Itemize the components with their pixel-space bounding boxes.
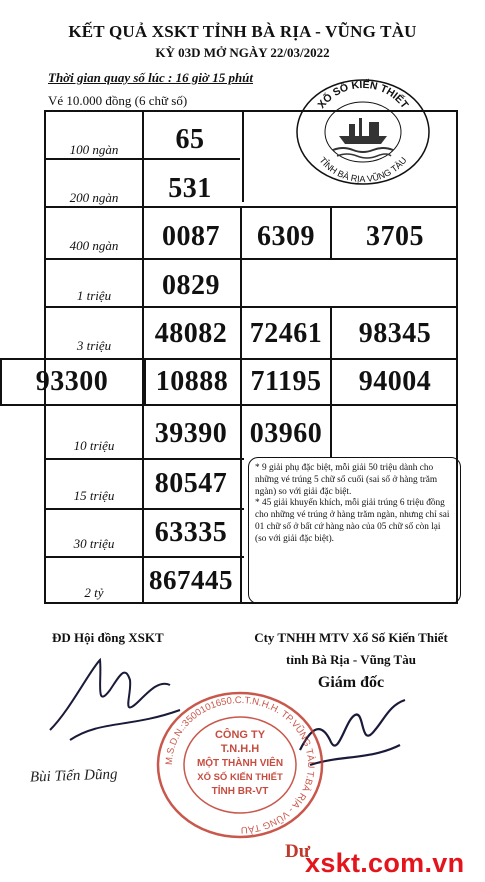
stamp-inner-line-2: T.N.H.H xyxy=(220,743,260,755)
left-signature-title: ĐD Hội đồng XSKT xyxy=(52,630,164,645)
logo-bottom-text: TỈNH BÀ RỊA VŨNG TÀU xyxy=(317,155,409,185)
prize-number-2b: 867445 xyxy=(149,565,233,595)
right-signature-role: Giám đốc xyxy=(317,674,385,691)
prize-number-3m-3: 98345 xyxy=(358,318,432,349)
prize-number-400k-3: 3705 xyxy=(366,221,424,252)
prize-number-30m: 63335 xyxy=(154,517,228,548)
document-title: KẾT QUẢ XSKT TỈNH BÀ RỊA - VŨNG TÀU xyxy=(68,22,417,41)
company-stamp xyxy=(150,690,330,840)
site-watermark: xskt.com.vn xyxy=(305,848,465,878)
prize-label-100k: 100 ngàn xyxy=(69,142,119,157)
prize-number-1m: 0829 xyxy=(162,270,220,301)
left-signer-name: Bùi Tiến Dũng xyxy=(29,766,118,786)
note-line-1: * 9 giải phụ đặc biệt, mỗi giải 50 triệu dành cho những vé trúng 5 chữ số cuối (sai số ở hàng trăm ngàn) so với giải đặc biệt. xyxy=(255,463,438,497)
prize-number-3m-5: 10888 xyxy=(155,366,229,397)
prize-label-3m: 3 triệu xyxy=(76,338,112,353)
prize-number-10m-1: 39390 xyxy=(154,418,228,449)
prize-number-100k: 65 xyxy=(175,124,205,155)
logo-top-text: XỔ SỐ KIẾN THIẾT xyxy=(315,78,411,111)
prize-label-10m: 10 triệu xyxy=(73,438,115,453)
draw-period: KỲ 03D MỞ NGÀY 22/03/2022 xyxy=(155,45,330,60)
stamp-inner-line-3: MỘT THÀNH VIÊN xyxy=(196,758,284,769)
stamp-inner-line-5: TỈNH BR-VT xyxy=(211,786,269,797)
prize-number-3m-1: 48082 xyxy=(154,318,228,349)
prize-number-15m: 80547 xyxy=(154,468,228,499)
prize-label-400k: 400 ngàn xyxy=(69,238,119,253)
stamp-outer-text: M.S.D.N.:3500101650.C.T.N.H.H. TP.VŨNG TÀU T.BÀ RỊA - VŨNG TÀU xyxy=(163,694,317,836)
right-signature-subtitle: tỉnh Bà Rịa - Vũng Tàu xyxy=(286,652,416,667)
prize-label-2b: 2 tỷ xyxy=(84,585,104,600)
prize-number-400k-2: 6309 xyxy=(257,221,315,252)
prize-label-15m: 15 triệu xyxy=(73,488,115,503)
prize-number-3m-6: 71195 xyxy=(250,366,322,397)
prize-number-3m-4: 93300 xyxy=(35,366,109,397)
stamp-inner-line-1: CÔNG TY xyxy=(214,729,266,741)
prize-number-200k: 531 xyxy=(168,173,212,204)
note-line-2: * 45 giải khuyến khích, mỗi giải trúng 6 triệu đồng cho những vé trúng ở hàng trăm ngàn, nhưng chỉ sai 01 chữ số ở bất cứ hàng nào của 05 chữ số còn lại (so với giải đặc biệt). xyxy=(255,498,450,544)
prize-number-400k-1: 0087 xyxy=(162,221,220,252)
prize-note-box xyxy=(248,457,461,604)
prize-label-30m: 30 triệu xyxy=(73,536,115,551)
prize-label-200k: 200 ngàn xyxy=(69,190,119,205)
prize-label-1m: 1 triệu xyxy=(76,288,112,303)
right-signature-title: Cty TNHH MTV Xổ Số Kiến Thiết xyxy=(254,630,448,645)
prize-number-3m-2: 72461 xyxy=(249,318,323,349)
prize-number-10m-2: 03960 xyxy=(249,418,323,449)
prize-number-3m-7: 94004 xyxy=(358,366,432,397)
right-signer-name: Dư xyxy=(285,841,311,862)
stamp-inner-line-4: XỔ SỐ KIẾN THIẾT xyxy=(197,772,283,783)
draw-time: Thời gian quay số lúc : 16 giờ 15 phút xyxy=(48,70,254,85)
ticket-info: Vé 10.000 đồng (6 chữ số) xyxy=(48,93,188,108)
